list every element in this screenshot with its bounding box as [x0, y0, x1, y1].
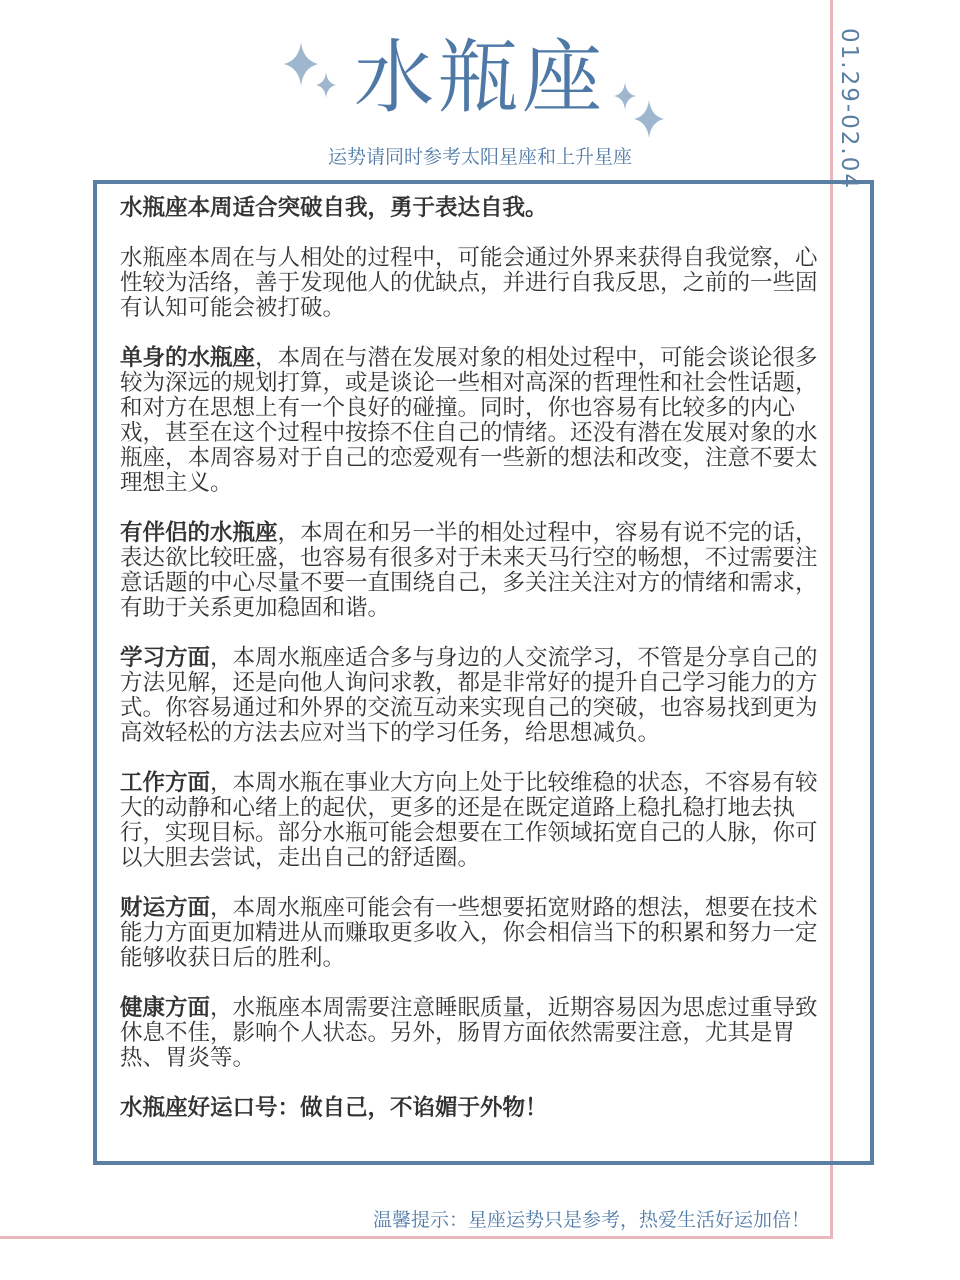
- page-title: 水瓶座: [354, 31, 606, 124]
- horoscope-content: [120, 196, 820, 1146]
- section-health: [120, 996, 820, 1071]
- intro-heading: 水瓶座本周适合突破自我，勇于表达自我。: [120, 195, 548, 221]
- section-study: [120, 646, 820, 746]
- section-text: ，水瓶座本周需要注意睡眠质量，近期容易因为思虑过重导致休息不佳，影响个人状态。另外，肠胃方面依然需要注意，尤其是胃热、胃炎等。: [120, 995, 818, 1071]
- section-label: 健康方面: [120, 995, 211, 1021]
- section-text: ，本周水瓶在事业大方向上处于比较维稳的状态，不容易有较大的动静和心绪上的起伏，更多的还是在既定道路上稳扎稳打地去执行，实现目标。部分水瓶可能会想要在工作领域拓宽自己的人脉，你可以大胆去尝试，走出自己的舒适圈。: [120, 770, 818, 871]
- section-text: ，本周在和另一半的相处过程中，容易有说不完的话，表达欲比较旺盛，也容易有很多对于未来天马行空的畅想，不过需要注意话题的中心尽量不要一直围绕自己，多关注关注对方的情绪和需求，有助于关系更加稳固和谐。: [120, 520, 818, 621]
- section-label: 学习方面: [120, 645, 211, 671]
- section-label: 财运方面: [120, 895, 211, 921]
- date-range: 01.29-02.04: [836, 28, 862, 190]
- subtitle: 运势请同时参考太阳星座和上升星座: [327, 146, 632, 168]
- pink-horizontal-line: [0, 1236, 833, 1239]
- section-single: [120, 346, 820, 496]
- slogan: 水瓶座好运口号：做自己，不谄媚于外物！: [120, 1095, 548, 1121]
- section-wealth: [120, 896, 820, 971]
- section-work: [120, 771, 820, 871]
- section-partnered: [120, 521, 820, 621]
- overview-paragraph: 水瓶座本周在与人相处的过程中，可能会通过外界来获得自我觉察，心性较为活络，善于发现他人的优缺点，并进行自我反思，之前的一些固有认知可能会被打破。: [120, 245, 818, 321]
- section-text: ，本周水瓶座适合多与身边的人交流学习，不管是分享自己的方法见解，还是向他人询问求教，都是非常好的提升自己学习能力的方式。你容易通过和外界的交流互动来实现自己的突破，也容易找到更为高效轻松的方法去应对当下的学习任务，给思想减负。: [120, 645, 818, 746]
- section-label: 有伴侣的水瓶座: [120, 520, 278, 546]
- section-label: 工作方面: [120, 770, 211, 796]
- footer-tip: 温馨提示：星座运势只是参考，热爱生活好运加倍！: [372, 1209, 810, 1231]
- section-label: 单身的水瓶座: [120, 345, 256, 371]
- section-text: ，本周在与潜在发展对象的相处过程中，可能会谈论很多较为深远的规划打算，或是谈论一些相对高深的哲理性和社会性话题，和对方在思想上有一个良好的碰撞。同时，你也容易有比较多的内心戏，甚至在这个过程中按捺不住自己的情绪。还没有潜在发展对象的水瓶座，本周容易对于自己的恋爱观有一些新的想法和改变，注意不要太理想主义。: [120, 345, 818, 496]
- section-text: ，本周水瓶座可能会有一些想要拓宽财路的想法，想要在技术能力方面更加精进从而赚取更多收入，你会相信当下的积累和努力一定能够收获日后的胜利。: [120, 895, 818, 971]
